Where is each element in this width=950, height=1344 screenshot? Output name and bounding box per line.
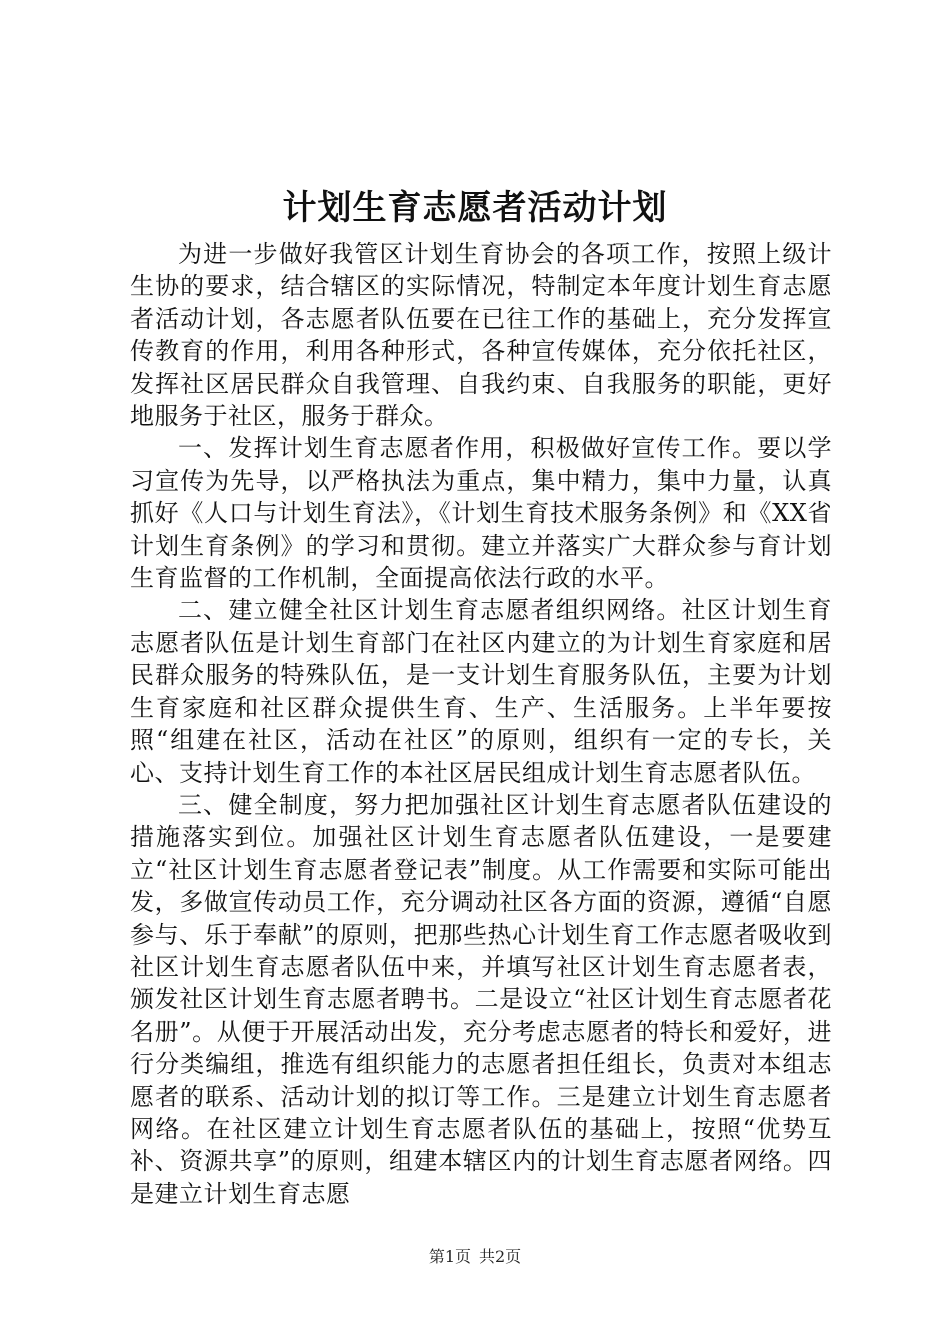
page-footer xyxy=(0,1246,950,1268)
paragraph-section-1: 一、发挥计划生育志愿者作用，积极做好宣传工作。要以学习宣传为先导，以严格执法为重点，集中精力，集中力量，认真抓好《人口与计划生育法》，《计划生育技术服务条例》和《XX省计划生育条例》的学习和贯彻。建立并落实广大群众参与育计划生育监督的工作机制，全面提高依法行政的水平。 xyxy=(130,434,832,593)
document-body xyxy=(130,238,832,1210)
page-number: 第1页 xyxy=(428,1247,471,1266)
paragraph-section-3: 三、健全制度，努力把加强社区计划生育志愿者队伍建设的措施落实到位。加强社区计划生育志愿者队伍建设，一是要建立“社区计划生育志愿者登记表”制度。从工作需要和实际可能出发，多做宣传动员工作，充分调动社区各方面的资源，遵循“自愿参与、乐于奉献”的原则，把那些热心计划生育工作志愿者吸收到社区计划生育志愿者队伍中来，并填写社区计划生育志愿者表，颁发社区计划生育志愿者聘书。二是设立“社区计划生育志愿者花名册”。从便于开展活动出发，充分考虑志愿者的特长和爱好，进行分类编组，推选有组织能力的志愿者担任组长，负责对本组志愿者的联系、活动计划的拟订等工作。三是建立计划生育志愿者网络。在社区建立计划生育志愿者队伍的基础上，按照“优势互补、资源共享”的原则，组建本辖区内的计划生育志愿者网络。四是建立计划生育志愿 xyxy=(130,790,832,1208)
paragraph-section-2: 二、建立健全社区计划生育志愿者组织网络。社区计划生育志愿者队伍是计划生育部门在社区内建立的为计划生育家庭和居民群众服务的特殊队伍，是一支计划生育服务队伍，主要为计划生育家庭和社区群众提供生育、生产、生活服务。上半年要按照“组建在社区，活动在社区”的原则，组织有一定的专长，关心、支持计划生育工作的本社区居民组成计划生育志愿者队伍。 xyxy=(130,596,832,787)
page-total: 共2页 xyxy=(479,1247,522,1266)
document-title: 计划生育志愿者活动计划 xyxy=(282,188,668,228)
paragraph-intro: 为进一步做好我管区计划生育协会的各项工作，按照上级计生协的要求，结合辖区的实际情况，特制定本年度计划生育志愿者活动计划，各志愿者队伍要在已往工作的基础上，充分发挥宣传教育的作用，利用各种形式，各种宣传媒体，充分依托社区，发挥社区居民群众自我管理、自我约束、自我服务的职能，更好地服务于社区，服务于群众。 xyxy=(130,240,832,431)
